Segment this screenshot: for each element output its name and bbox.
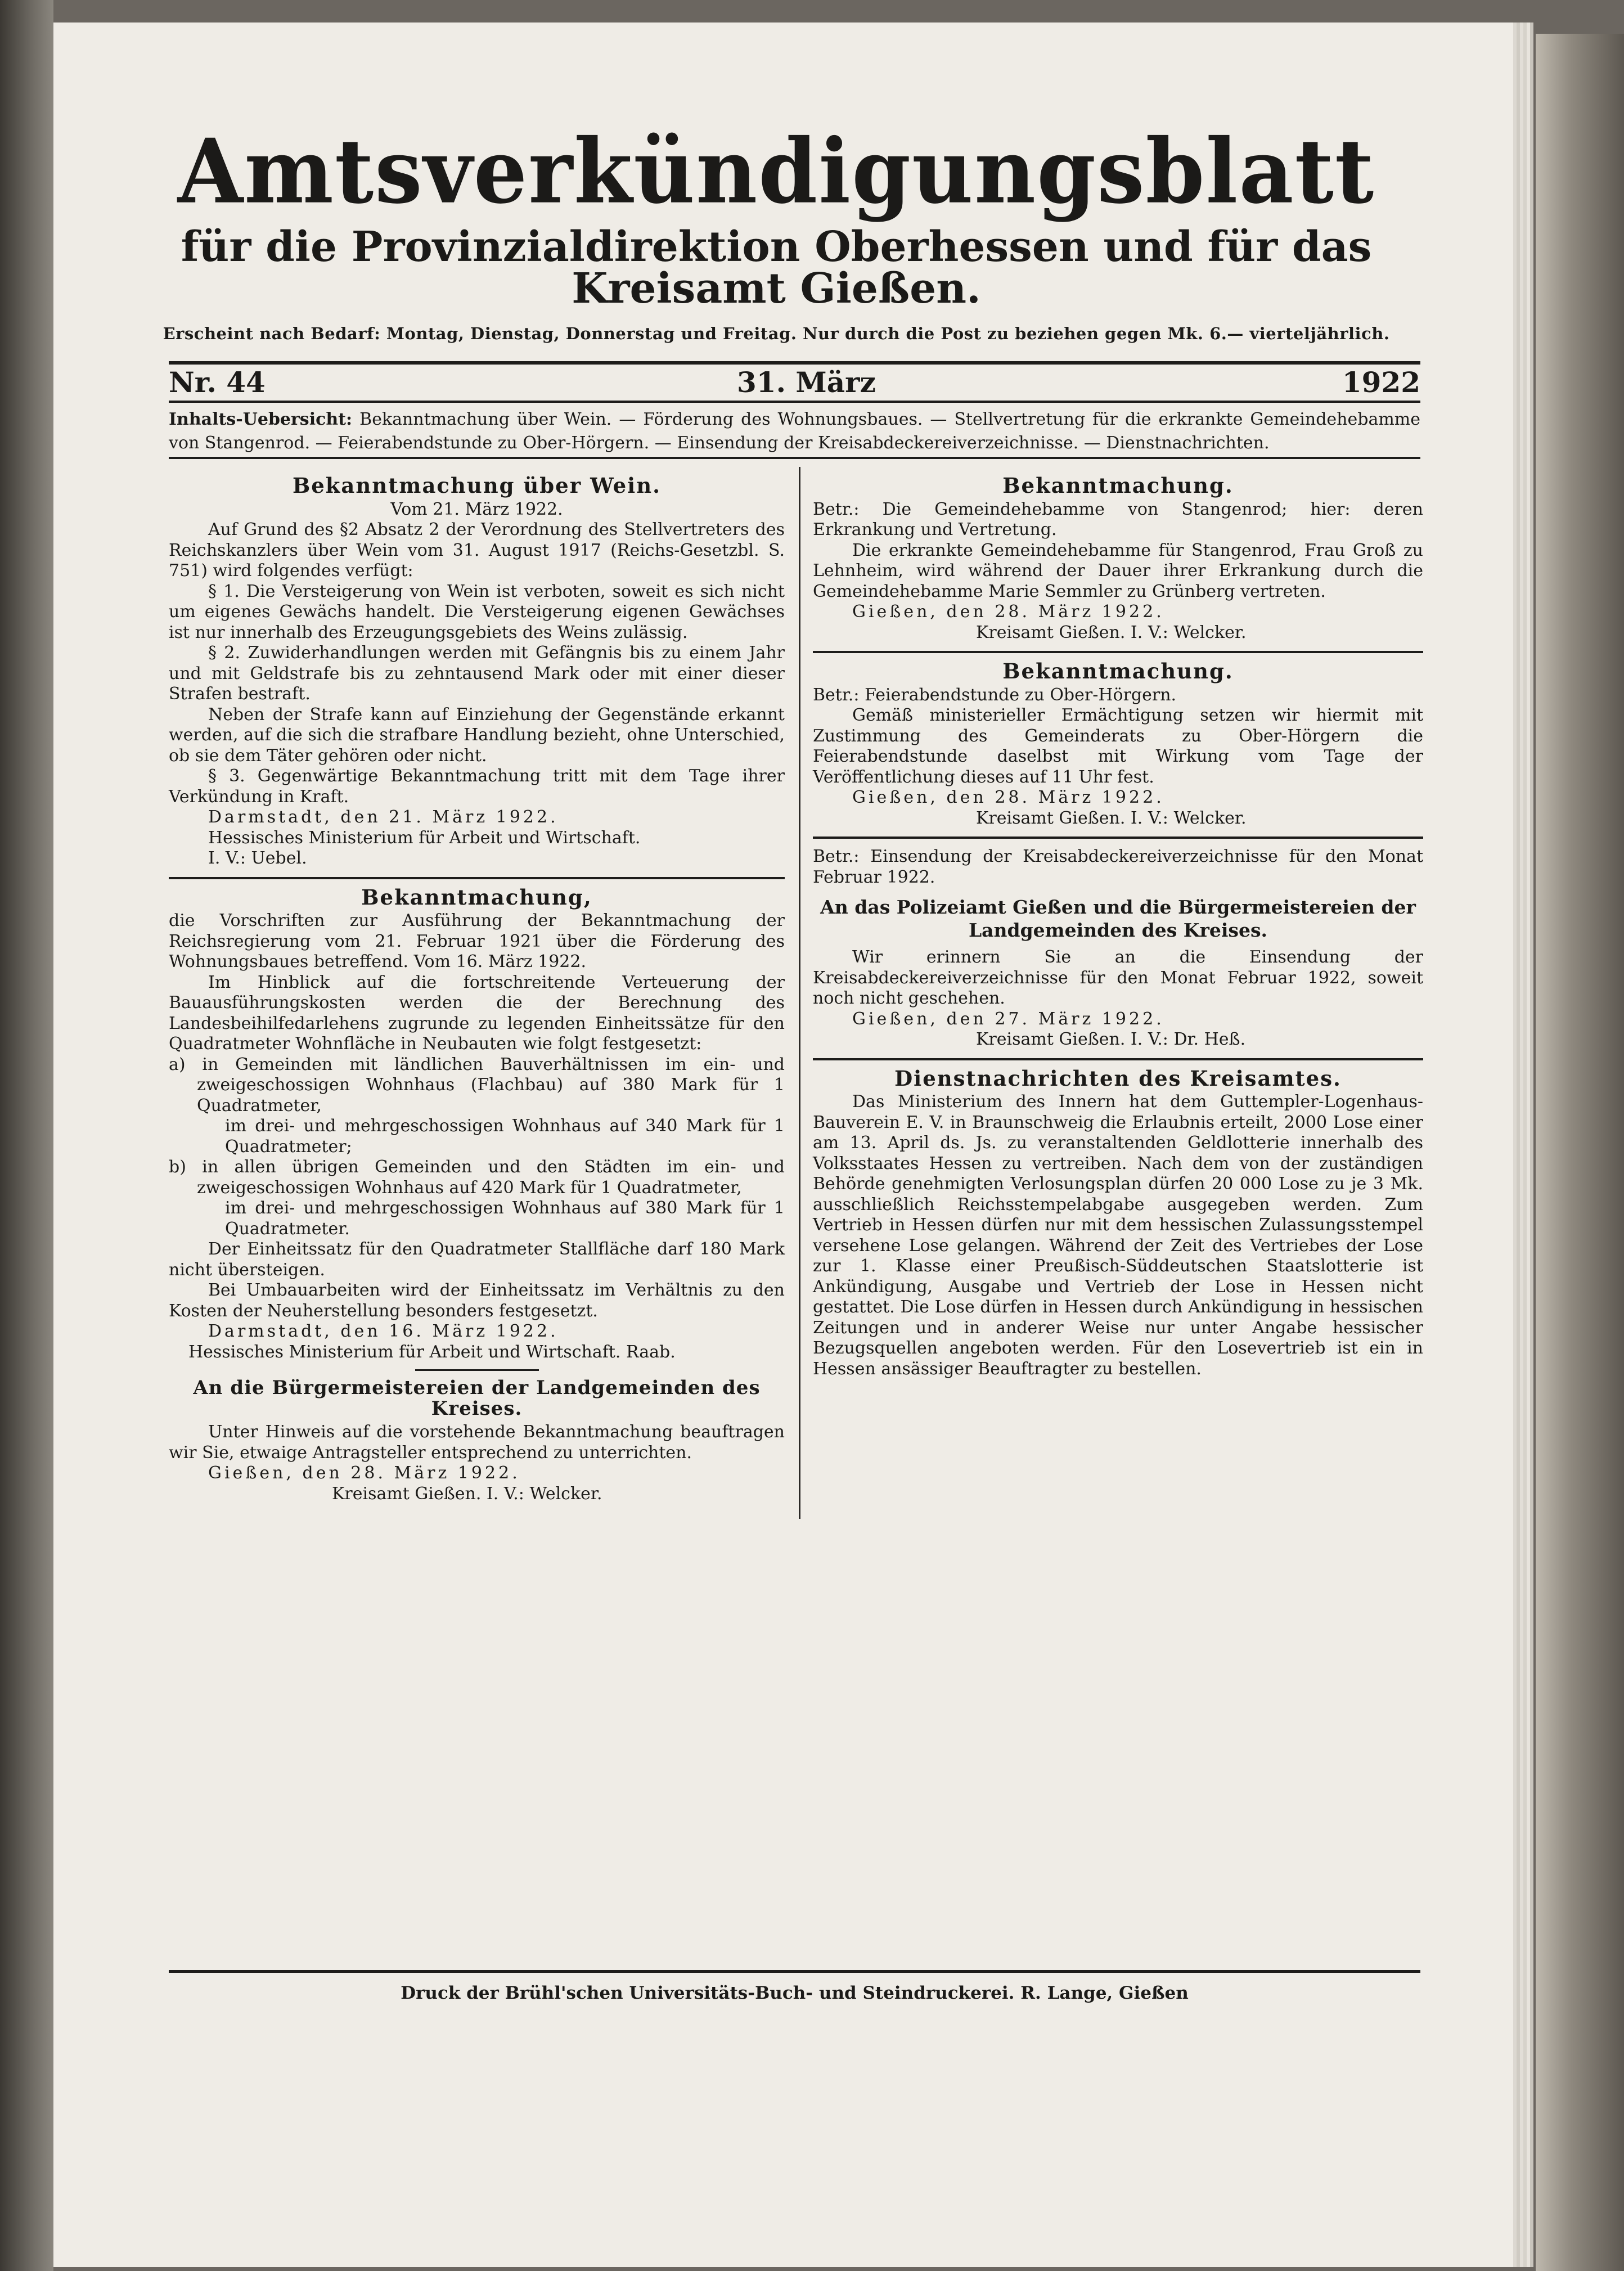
wohnung-ministry: Hessisches Ministerium für Arbeit und Wirtschaft. Raab. [188,1342,676,1362]
wein-date: Vom 21. März 1922. [390,499,563,519]
feierabend-heading: Bekanntmachung. [1002,659,1234,683]
wohnung-paragraph: Bei Umbauarbeiten wird der Einheitssatz im Verhältnis zu den Kosten der Neuherstellung besonders festgesetzt. [169,1280,785,1321]
wohnung-item: a) in Gemeinden mit ländlichen Bauverhältnissen im ein- und zweigeschossigen Wohnhaus (Flachbau) auf 380 Mark für 1 Quadratmeter, [169,1054,785,1116]
wohnung-intro: die Vorschriften zur Ausführung der Bekanntmachung der Reichsregierung vom 21. Februar 1921 über die Förderung des Wohnungsbaues betreffend. Vom 16. März 1922. [169,911,785,972]
wohnung-place-date: Darmstadt, den 16. März 1922. [208,1321,559,1341]
wein-place-date: Darmstadt, den 21. März 1922. [208,807,559,827]
issue-number: Nr. 44 [169,366,266,399]
wohnung-item: im drei- und mehrgeschossigen Wohnhaus auf 340 Mark für 1 Quadratmeter; [225,1116,785,1157]
wein-paragraph: § 3. Gegenwärtige Bekanntmachung tritt mit dem Tage ihrer Verkündung in Kraft. [169,766,785,807]
hebamme-signer: Kreisamt Gießen. I. V.: Welcker. [976,622,1247,642]
table-of-contents [169,408,1420,455]
left-column [169,470,785,1504]
issue-row [169,366,1420,399]
wein-paragraph: § 1. Die Versteigerung von Wein ist verboten, soweit es sich nicht um eigenes Gewächs handelt. Die Versteigerung eigenen Gewächses ist nur innerhalb des Erzeugungsgebiets des Weins zulässig. [169,581,785,642]
abdecker-paragraph: Wir erinnern Sie an die Einsendung der Kreisabdeckereiverzeichnisse für den Monat Februar 1922, soweit noch nicht geschehen. [813,947,1423,1008]
buerger-place-date: Gießen, den 28. März 1922. [208,1463,520,1483]
issue-date: 31. März [737,366,876,399]
wein-heading: Bekanntmachung über Wein. [292,473,662,498]
dienst-heading: Dienstnachrichten des Kreisamtes. [894,1065,1342,1091]
section-rule [813,837,1423,839]
footer-rule [169,1970,1420,1973]
wein-paragraph: Auf Grund des §2 Absatz 2 der Verordnung des Stellvertreters des Reichskanzlers über Wein vom 31. August 1917 (Reichs-Gesetzbl. S. 751) wird folgendes verfügt: [169,520,785,581]
feierabend-betr: Betr.: Feierabendstunde zu Ober-Hörgern. [813,685,1177,705]
hebamme-betr: Betr.: Die Gemeindehebamme von Stangenrod; hier: deren Erkrankung und Vertretung. [813,499,1423,539]
hebamme-paragraph: Die erkrankte Gemeindehebamme für Stangenrod, Frau Groß zu Lehnheim, wird während der Dauer ihrer Erkrankung durch die Gemeindehebamme Marie Semmler zu Grünberg vertreten. [813,540,1423,601]
column-divider [799,467,800,1519]
wein-signer: I. V.: Uebel. [208,848,307,868]
toc-rule [169,457,1420,459]
feierabend-paragraph: Gemäß ministerieller Ermächtigung setzen wir hiermit mit Zustimmung des Gemeinderats zu Ober-Hörgern die Feierabendstunde daselbst mit Wirkung vom Tage der Veröffentlichung dieses auf 11 Uhr fest. [813,705,1423,787]
printer-imprint: Druck der Brühl'schen Universitäts-Buch- und Steindruckerei. R. Lange, Gießen [401,1983,1189,2003]
publication-info: Erscheint nach Bedarf: Montag, Dienstag, Donnerstag und Freitag. Nur durch die Post zu beziehen gegen Mk. 6.— vierteljährlich. [163,324,1390,343]
buerger-heading: An die Bürgermeistereien der Landgemeinden des Kreises. [193,1377,761,1420]
hebamme-place-date: Gießen, den 28. März 1922. [852,602,1164,622]
abdecker-place-date: Gießen, den 27. März 1922. [852,1009,1164,1029]
wohnung-heading: Bekanntmachung, [361,884,592,910]
abdecker-subheading: An das Polizeiamt Gießen und die Bürgermeistereien der Landgemeinden des Kreises. [820,896,1416,941]
wohnung-paragraph: Der Einheitssatz für den Quadratmeter Stallfläche darf 180 Mark nicht übersteigen. [169,1239,785,1280]
masthead-rule [169,361,1420,365]
wohnung-item: im drei- und mehrgeschossigen Wohnhaus auf 380 Mark für 1 Quadratmeter. [225,1198,785,1239]
dienst-paragraph: Das Ministerium des Innern hat dem Guttempler-Logenhaus-Bauverein E. V. in Braunschweig die Erlaubnis erteilt, 2000 Lose einer am 13. April ds. Js. zu veranstaltenden Geldlotterie innerhalb des Volksstaates Hessen zu vertreiben. Nach dem von der zuständigen Behörde genehmigten Verlosungsplan dürfen 20 000 Lose zu je 3 Mk. ausschließlich Reichsstempelabgabe ausgegeben werden. Zum Vertrieb in Hessen dürfen nur mit dem hessischen Zulassungsstempel versehene Lose gelangen. Während der Zeit des Vertriebes der Lose zur 1. Klasse einer Preußisch-Süddeutschen Staatslotterie ist Ankündigung, Ausgabe und Vertrieb der Lose in Hessen nicht gestattet. Die Lose dürfen in Hessen durch Ankündigung in hessischen Zeitungen und in anderer Weise nur unter Angabe hessischer Bezugsquellen angeboten werden. Für den Losevertrieb ist ein in Hessen ansässiger Beauftragter zu bestellen. [813,1092,1423,1379]
issue-rule [169,401,1420,403]
wein-paragraph: Neben der Strafe kann auf Einziehung der Gegenstände erkannt werden, auf die sich die strafbare Handlung bezieht, ohne Unterschied, ob sie dem Täter gehören oder nicht. [169,704,785,766]
wein-paragraph: § 2. Zuwiderhandlungen werden mit Gefängnis bis zu einem Jahr und mit Geldstrafe bis zu zehntausend Mark oder mit einer dieser Strafen bestraft. [169,643,785,704]
page-stack-edge [1536,34,1624,2271]
abdecker-betr: Betr.: Einsendung der Kreisabdeckereiverzeichnisse für den Monat Februar 1922. [813,847,1423,887]
section-rule [813,1058,1423,1060]
masthead-title: Amtsverkündigungsblatt [177,119,1375,224]
wein-ministry: Hessisches Ministerium für Arbeit und Wirtschaft. [208,828,641,848]
short-rule [415,1369,539,1371]
wohnung-paragraph: Im Hinblick auf die fortschreitende Verteuerung der Bauausführungskosten werden die der Berechnung des Landesbeihilfedarlehens zugrunde zu legenden Einheitssätze für den Quadratmeter Wohnfläche in Neubauten wie folgt festgesetzt: [169,972,785,1054]
section-rule [813,651,1423,653]
wohnung-item: b) in allen übrigen Gemeinden und den Städten im ein- und zweigeschossigen Wohnhaus auf 420 Mark für 1 Quadratmeter, [169,1157,785,1198]
section-rule [169,877,785,879]
masthead-subtitle: für die Provinzialdirektion Oberhessen und für das Kreisamt Gießen. [181,223,1372,313]
book-spine [0,0,53,2271]
feierabend-signer: Kreisamt Gießen. I. V.: Welcker. [976,808,1247,828]
toc-text: Bekanntmachung über Wein. — Förderung des Wohnungsbaues. — Stellvertretung für die erkrankte Gemeindehebamme von Stangenrod. — Feierabendstunde zu Ober-Hörgern. — Einsendung der Kreisabdeckereiverzeichnisse. — Dienstnachrichten. [169,410,1420,453]
buerger-signer: Kreisamt Gießen. I. V.: Welcker. [332,1483,602,1504]
abdecker-signer: Kreisamt Gießen. I. V.: Dr. Heß. [976,1029,1246,1049]
right-column [813,470,1423,1379]
toc-label: Inhalts-Uebersicht: [169,410,353,429]
issue-year: 1922 [1342,366,1420,399]
buerger-paragraph: Unter Hinweis auf die vorstehende Bekanntmachung beauftragen wir Sie, etwaige Antragsteller entsprechend zu unterrichten. [169,1422,785,1463]
hebamme-heading: Bekanntmachung. [1002,473,1234,498]
feierabend-place-date: Gießen, den 28. März 1922. [852,788,1164,807]
masthead [118,119,1434,343]
